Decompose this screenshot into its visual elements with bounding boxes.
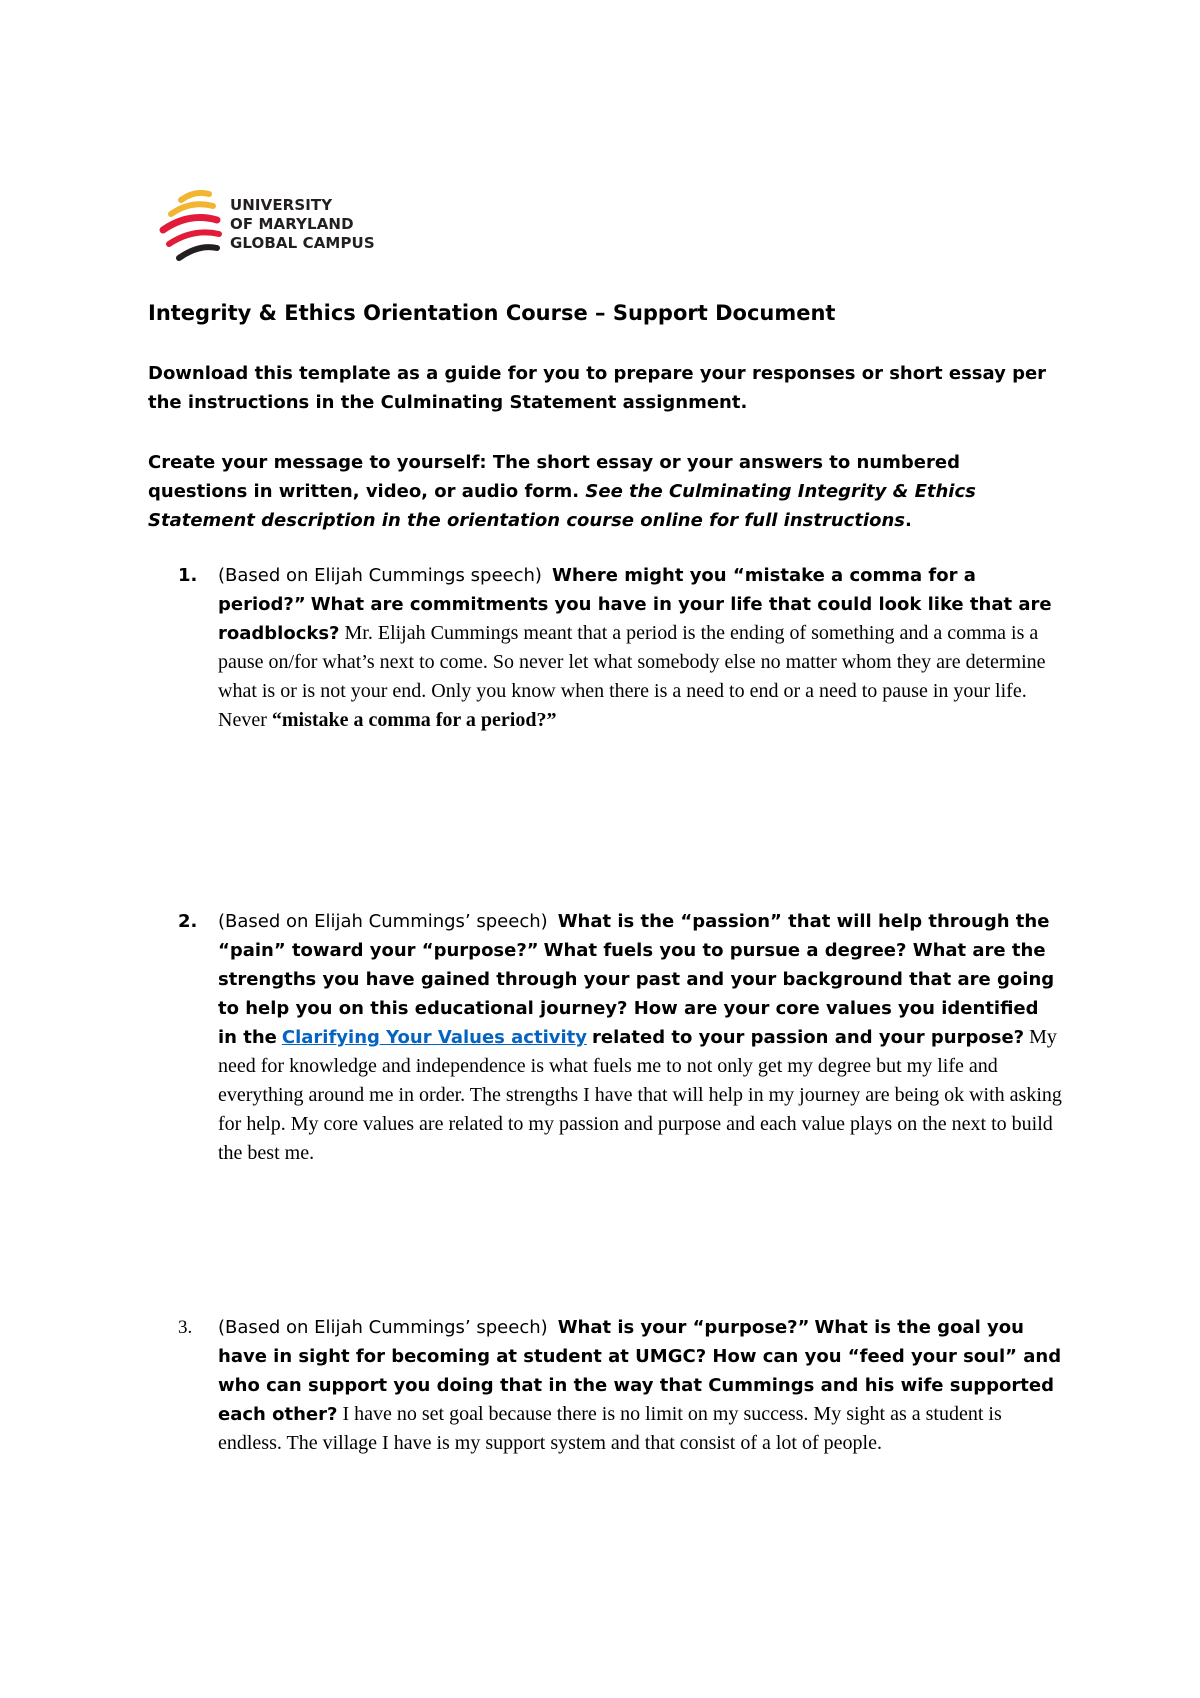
- question-number: 2.: [178, 911, 198, 932]
- question-prefix: (Based on Elijah Cummings’ speech): [218, 1317, 548, 1338]
- logo-wordmark: [230, 196, 375, 253]
- answer-text: I have no set goal because there is no limit on my success. My sight as a student is endless. The village I have is my support system and that consist of a lot of people.: [218, 1403, 1002, 1454]
- question-prefix: (Based on Elijah Cummings speech): [218, 565, 542, 586]
- logo-line: GLOBAL CAMPUS: [230, 234, 375, 252]
- question-text: What is your “purpose?”: [557, 1317, 810, 1338]
- document-title: Integrity & Ethics Orientation Course – Support Document: [148, 301, 836, 325]
- question-text: Where might you “mistake a comma for a period?”: [218, 565, 976, 615]
- question-prefix: (Based on Elijah Cummings’ speech): [218, 911, 548, 932]
- question-text: What is the “passion” that will help through the “pain” toward your “purpose?”: [218, 911, 1050, 961]
- question-item-3: [178, 1313, 1063, 1458]
- intro-paragraph: Download this template as a guide for you to prepare your responses or short essay per the instructions in the Culminating Statement assignment.: [148, 363, 1047, 413]
- question-number: 3.: [178, 1317, 193, 1338]
- question-followup: What are commitments you have in your life that could look like that are roadblocks?: [218, 594, 1052, 644]
- instructions-lead: Create your message to yourself: The short essay or your answers to numbered questions in written, video, or audio form.: [148, 452, 960, 502]
- question-item-2: [178, 907, 1063, 1168]
- question-followup: What fuels you to pursue a degree? What are the strengths you have gained through your past and your background that are going to help you on this educational journey? How are your core values you identified in the: [218, 940, 1055, 1048]
- umgc-logo-mark-icon: [157, 188, 229, 264]
- logo-line: OF MARYLAND: [230, 215, 354, 233]
- question-item-1: [178, 561, 1063, 735]
- umgc-logo: [157, 188, 417, 264]
- question-followup: What is the goal you have in sight for becoming at student at UMGC? How can you “feed your soul” and who can support you doing that in the way that Cummings and his wife supported each other?: [218, 1317, 1062, 1425]
- instructions-italic: See the Culminating Integrity & Ethics Statement description in the orientation course online for full instructions: [148, 481, 976, 531]
- question-number: 1.: [178, 565, 198, 586]
- clarifying-values-link[interactable]: Clarifying Your Values activity: [281, 1027, 587, 1048]
- instructions-end: .: [905, 510, 912, 531]
- logo-line: UNIVERSITY: [230, 196, 333, 214]
- answer-text: Mr. Elijah Cummings meant that a period is the ending of something and a comma is a pause on/for what’s next to come. So never let what somebody else no matter whom they are determine what is or is not your end. Only you know when there is a need to end or a need to pause in your life. Never: [218, 622, 1046, 731]
- instructions-paragraph: [148, 448, 1048, 535]
- answer-text: My need for knowledge and independence is what fuels me to not only get my degree but my life and everything around me in order. The strengths I have that will help in my journey are being ok with asking for help. My core values are related to my passion and purpose and each value plays on the next to build the best me.: [218, 1026, 1062, 1164]
- question-tail: related to your passion and your purpose?: [592, 1027, 1025, 1048]
- answer-emphasis: “mistake a comma for a period?”: [271, 709, 557, 731]
